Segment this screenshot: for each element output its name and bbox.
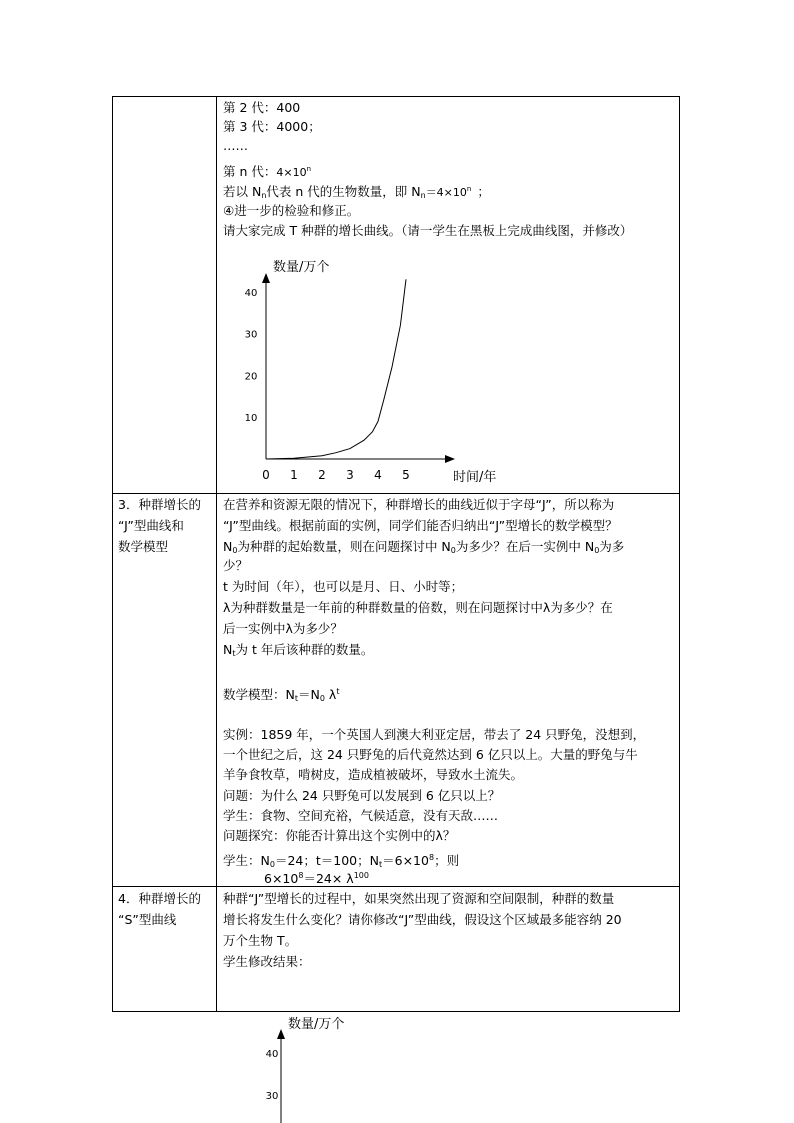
example-line: 一个世纪之后，这 24 只野兔的后代竟然达到 6 亿只以上。大量的野兔与牛 [223, 747, 638, 762]
table-column-divider [216, 96, 217, 1012]
text-line: $N_0$为种群的起始数量，则在问题探讨中 $N_0$为多少？在后一实例中 $N_0$为多 [223, 539, 625, 555]
x-axis-label: 时间/年 [453, 470, 497, 485]
math-model-line: 数学模型：$N_t=N_0$ $\lambda^t$ [223, 687, 340, 703]
student-calc-line: 学生：$N_0=24$；t＝100；$N_t=6\times 10^8$；则 [223, 853, 460, 869]
example-line: 羊争食牧草，啃树皮，造成植被破坏，导致水土流失。 [223, 767, 524, 782]
x-tick-label: 5 [402, 468, 410, 482]
table-row-divider [112, 886, 680, 887]
row3-label-line: 4．种群增长的 [118, 891, 201, 906]
text-line: 万个生物 T。 [223, 933, 298, 948]
row2-label-line: 3．种群增长的 [118, 497, 201, 512]
text-line: “J”型曲线。根据前面的实例，同学们能否归纳出“J”型增长的数学模型？ [223, 518, 618, 533]
step4-line: ④进一步的检验和修正。 [223, 203, 360, 218]
text-line: 增长将发生什么变化？请你修改“J”型曲线，假设这个区域最多能容纳 20 [223, 912, 622, 927]
y-axis-label: 数量/万个 [273, 260, 330, 275]
ellipsis-line: …… [223, 138, 248, 153]
question-line: 问题：为什么 24 只野兔可以发展到 6 亿只以上？ [223, 788, 501, 803]
row3-label-line: “S”型曲线 [118, 912, 177, 927]
explore-line: 问题探究：你能否计算出这个实例中的λ？ [223, 828, 456, 843]
y-tick-label: 30 [244, 329, 258, 341]
text-line: $N_t$为 t 年后该种群的数量。 [223, 642, 374, 658]
gen3-line: 第 3 代：4000； [223, 119, 321, 134]
x-tick-label: 4 [374, 468, 382, 482]
formula-line: 若以 $N_n$代表 n 代的生物数量，即 $N_n=4\times 10^n$ ； [223, 184, 490, 200]
x-tick-label: 1 [290, 468, 298, 482]
j-curve-chart [235, 252, 515, 487]
row2-label-line: 数学模型 [118, 539, 169, 554]
y-tick-label: 20 [244, 371, 258, 383]
x-tick-label: 0 [262, 468, 270, 482]
y-tick-label: 40 [265, 1049, 279, 1060]
y-axis-label: 数量/万个 [288, 1017, 345, 1032]
y-tick-label: 10 [244, 413, 258, 425]
growth-curve [266, 279, 406, 459]
text-line: 后一实例中λ为多少？ [223, 621, 343, 636]
gen2-line: 第 2 代：400 [223, 100, 301, 115]
text-line: 少？ [223, 558, 249, 573]
x-tick-label: 3 [346, 468, 354, 482]
equation-line: $6\times 10^8=24\times \lambda^{100}$ [264, 871, 369, 886]
y-axis-arrow [262, 273, 270, 283]
genn-line: 第 n 代：$4\times 10^n$ [223, 164, 312, 179]
text-line: λ为种群数量是一年前的种群数量的倍数，则在问题探讨中λ为多少？在 [223, 600, 613, 615]
x-axis-arrow [445, 455, 455, 463]
y-tick-label: 40 [244, 287, 258, 299]
example-line: 实例：1859 年，一个英国人到澳大利亚定居，带去了 24 只野兔，没想到， [223, 727, 646, 742]
text-line: t 为时间（年），也可以是月、日、小时等； [223, 579, 464, 594]
s-curve-chart-partial [250, 1012, 390, 1123]
row2-label-line: “J”型曲线和 [118, 518, 184, 533]
instruction-line: 请大家完成 T 种群的增长曲线。（请一学生在黑板上完成曲线图，并修改） [223, 223, 633, 238]
student-answer-line: 学生：食物、空间充裕，气候适意，没有天敌…… [223, 808, 499, 823]
y-tick-label: 30 [265, 1091, 279, 1102]
text-line: 学生修改结果： [223, 954, 311, 969]
y-axis-arrow [277, 1029, 285, 1039]
text-line: 种群“J”型增长的过程中，如果突然出现了资源和空间限制，种群的数量 [223, 891, 615, 906]
x-tick-label: 2 [318, 468, 326, 482]
text-line: 在营养和资源无限的情况下，种群增长的曲线近似于字母“J”，所以称为 [223, 497, 615, 512]
